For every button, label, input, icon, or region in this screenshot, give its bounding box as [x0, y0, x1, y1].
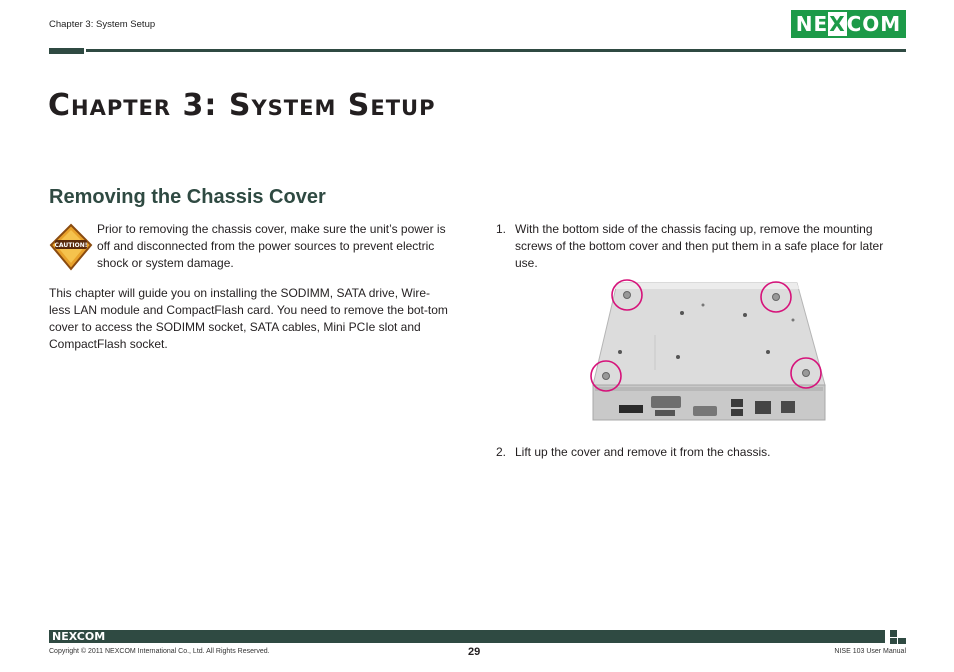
- manual-name: NISE 103 User Manual: [834, 648, 906, 655]
- header-rule-accent: [49, 48, 84, 54]
- nexcom-logo: [791, 10, 906, 38]
- step-text: Lift up the cover and remove it from the chassis.: [515, 445, 771, 459]
- caution-text: Prior to removing the chassis cover, make sure the unit’s power is off and disconnected from the power sources to prevent electric shock or system damage.: [97, 222, 446, 270]
- step-item: [496, 221, 906, 272]
- step-number: 2.: [496, 445, 507, 459]
- chapter-title: Chapter 3: System Setup: [48, 88, 436, 123]
- running-header: Chapter 3: System Setup: [49, 19, 156, 30]
- copyright-text: Copyright © 2011 NEXCOM International Co., Ltd. All Rights Reserved.: [49, 648, 270, 655]
- caution-label: CAUTION!: [54, 242, 88, 249]
- header-rule: [86, 49, 906, 52]
- step-text: With the bottom side of the chassis facing up, remove the mounting screws of the bottom cover and then put them in a safe place for later use.: [515, 222, 884, 270]
- footer-ornament: [890, 630, 897, 637]
- chassis-bottom-photo: [585, 275, 830, 430]
- footer-ornament: [898, 638, 906, 644]
- intro-paragraph: This chapter will guide you on installing the SODIMM, SATA drive, Wire-less LAN module and CompactFlash card. You need to remove the bot-tom cover to access the SODIMM socket, SATA cables, Mini PCIe slot and CompactFlash socket.: [49, 286, 448, 351]
- page-number: 29: [468, 646, 481, 658]
- step-number: 1.: [496, 222, 507, 236]
- footer-bar: [49, 630, 885, 643]
- logo-wordmark: NEXCOM: [795, 12, 902, 36]
- footer-ornament: [890, 638, 897, 644]
- section-title: Removing the Chassis Cover: [49, 186, 326, 208]
- step-item: [496, 444, 906, 461]
- footer-logo: NEXCOM: [52, 630, 106, 643]
- caution-icon: [49, 223, 93, 271]
